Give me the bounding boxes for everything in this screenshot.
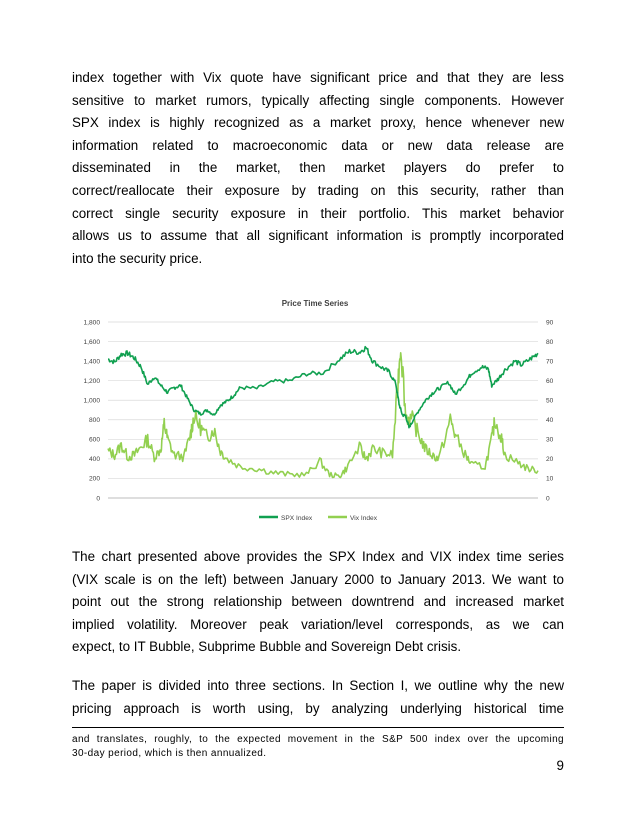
chart-legend [259,515,378,522]
left-axis-tick-label: 1,800 [83,319,100,327]
footnote [72,733,564,760]
right-axis-ticks [546,319,554,502]
left-axis-tick-label: 200 [88,475,100,483]
right-axis-tick-label: 0 [546,495,550,503]
body-paragraph-2 [72,546,564,659]
left-axis-ticks [83,319,100,502]
right-axis-tick-label: 80 [546,338,554,346]
right-axis-tick-label: 90 [546,319,554,327]
text-line: information related to macroeconomic data or new data release are [72,137,564,153]
text-line: SPX index is highly recognized as a market proxy, hence whenever new [72,115,564,131]
right-axis-tick-label: 70 [546,358,554,366]
left-axis-tick-label: 1,400 [83,358,100,366]
right-axis-tick-label: 30 [546,436,554,444]
body-paragraph-3 [72,675,564,720]
series-line-spx [108,347,538,428]
left-axis-tick-label: 400 [88,456,100,464]
right-axis-tick-label: 20 [546,456,554,464]
text-line: disseminated in the market, then market players do prefer to [72,160,564,176]
footnote-line: 30-day period, which is then annualized. [72,747,267,759]
right-axis-tick-label: 50 [546,397,554,405]
legend-label-spx: SPX Index [281,515,313,522]
text-line: expect, to IT Bubble, Subprime Bubble and Sovereign Debt crisis. [72,639,462,655]
chart-gridlines [108,322,538,498]
legend-label-vix: Vix Index [350,515,378,522]
price-time-series-chart [60,293,570,525]
right-axis-tick-label: 60 [546,377,554,385]
left-axis-tick-label: 1,600 [83,338,100,346]
left-axis-tick-label: 1,200 [83,377,100,385]
right-axis-tick-label: 40 [546,417,554,425]
chart-title: Price Time Series [281,299,349,308]
text-line: allows us to assume that all significant information is promptly incorporated [72,228,564,244]
text-line: The chart presented above provides the SPX Index and VIX index time series [72,549,564,564]
body-paragraph-1 [72,67,564,270]
left-axis-tick-label: 1,000 [83,397,100,405]
left-axis-tick-label: 600 [88,436,100,444]
text-line: (VIX scale is on the left) between January 2000 to January 2013. We want to [72,571,564,587]
text-line: pricing approach is worth using, by analyzing underlying historical time [72,700,564,716]
footnote-line: and translates, roughly, to the expected movement in the S&P 500 index over the upcoming [72,734,564,745]
text-line: correct/reallocate their exposure by trading on this security, rather than [72,182,564,198]
text-line: correct single security exposure in their portfolio. This market behavior [72,205,564,221]
page-number: 9 [556,758,564,773]
left-axis-tick-label: 0 [96,495,100,503]
text-line: into the security price. [72,250,203,266]
left-axis-tick-label: 800 [88,417,100,425]
footnote-divider [72,727,564,728]
text-line: index together with Vix quote have significant price and that they are less [72,70,564,85]
text-line: implied volatility. Moreover peak variation/level corresponds, as we can [72,616,564,632]
right-axis-tick-label: 10 [546,475,554,483]
text-line: point out the strong relationship between downtrend and increased market [72,594,564,610]
text-line: The paper is divided into three sections. In Section I, we outline why the new [72,678,564,693]
text-line: sensitive to market rumors, typically affecting single components. However [72,92,564,108]
